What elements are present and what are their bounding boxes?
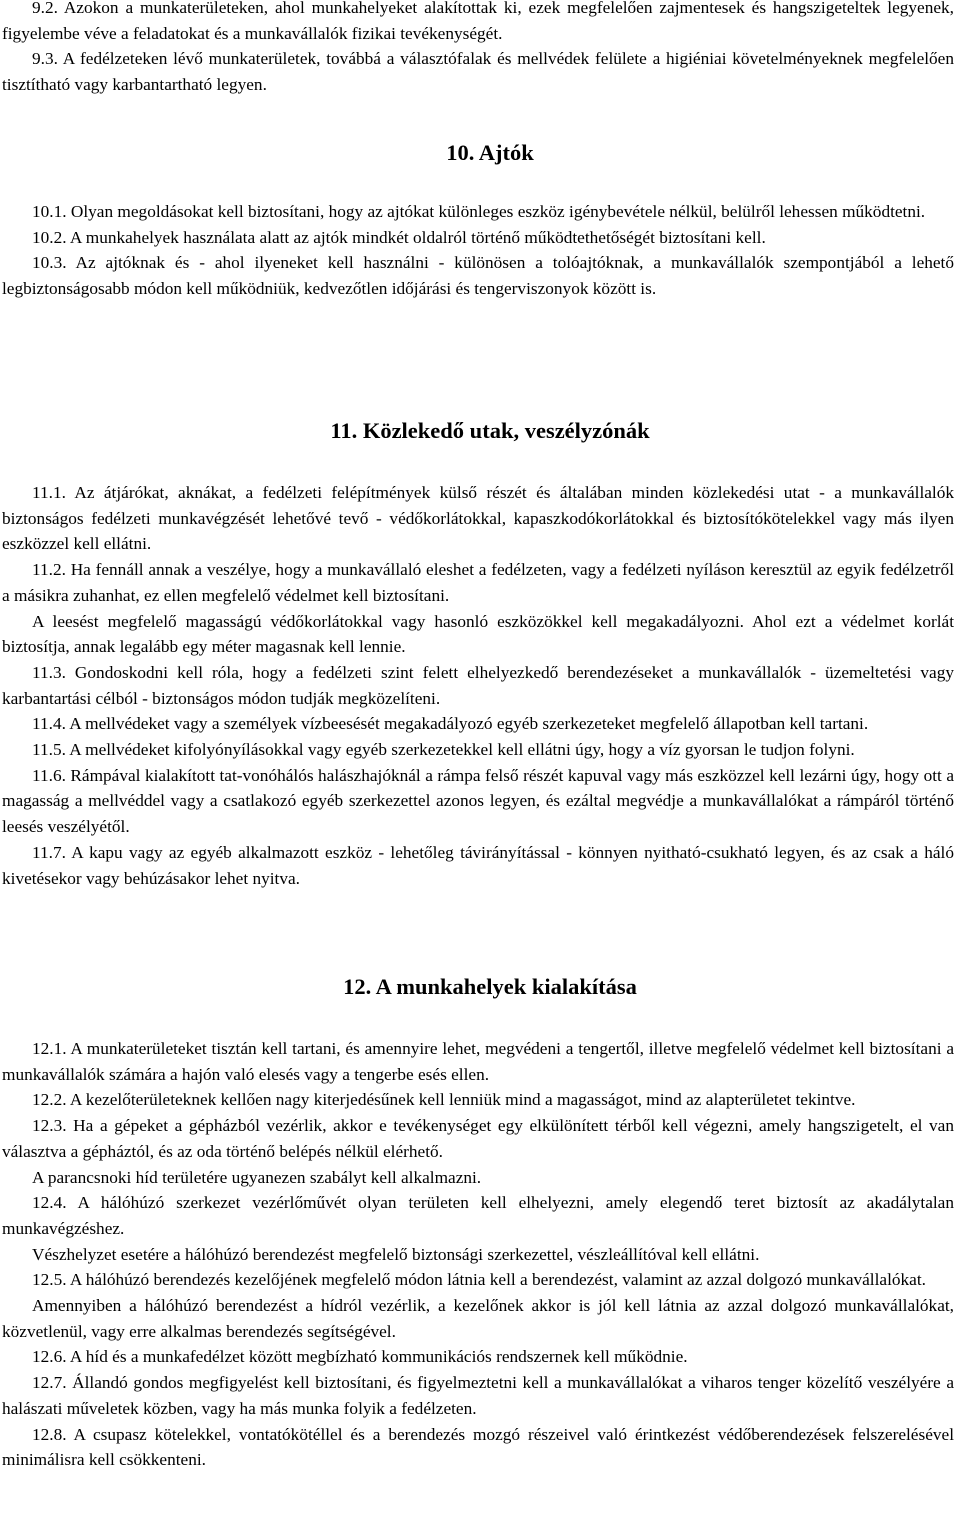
paragraph-11-2: 11.2. Ha fennáll annak a veszélye, hogy a munkavállaló eleshet a fedélzeten, vagy a fedélzeti nyíláson keresztül az egyik fedélzetről a másikra zuhanhat, ez ellen megfelelő védelmet kell biztosítani. bbox=[2, 560, 954, 605]
paragraph-12-5: 12.5. A hálóhúzó berendezés kezelőjének megfelelő módon látnia kell a berendezést, valamint az azzal dolgozó munkavállalókat. bbox=[32, 1270, 926, 1290]
paragraph-10-2: 10.2. A munkahelyek használata alatt az ajtók mindkét oldalról történő működtethetőségét biztosítani kell. bbox=[32, 227, 766, 247]
paragraph-11-1: 11.1. Az átjárókat, aknákat, a fedélzeti felépítmények külső részét és általában minden közlekedési utat - a munkavállalók biztonságos fedélzeti munkavégzését lehetővé tevő - védőkorlátokkal, kapaszkodókorlátokkal és biztosítókötelekkel vagy más ilyen eszközzel kell ellátni. bbox=[2, 483, 954, 554]
paragraph-9-3: 9.3. A fedélzeteken lévő munkaterületek, továbbá a választófalak és mellvédek felülete a higiéniai követelményeknek megfelelően tisztítható vagy karbantartható legyen. bbox=[2, 49, 954, 95]
paragraph-10-3: 10.3. Az ajtóknak és - ahol ilyeneket kell használni - különösen a tolóajtóknak, a munkavállalók szempontjából a lehető legbiztonságosabb módon kell működniük, kedvezőtlen időjárási és tengerviszonyok között is. bbox=[2, 253, 954, 299]
section-10-body bbox=[2, 199, 954, 302]
paragraph-12-5b: Amennyiben a hálóhúzó berendezést a hídról vezérlik, a kezelőnek akkor is jól kell látnia az azzal dolgozó munkavállalókat, közvetlenül, vagy erre alkalmas berendezés segítségével. bbox=[2, 1296, 954, 1341]
heading-section-10: 10. Ajtók bbox=[446, 140, 534, 165]
section-9-continued bbox=[2, 0, 954, 98]
paragraph-12-2: 12.2. A kezelőterületeknek kellően nagy kiterjedésűnek kell lenniük mind a magasságot, mind az alapterületet tekintve. bbox=[32, 1090, 856, 1110]
paragraph-12-6: 12.6. A híd és a munkafedélzet között megbízható kommunikációs rendszernek kell működnie. bbox=[32, 1347, 688, 1367]
paragraph-11-7: 11.7. A kapu vagy az egyéb alkalmazott eszköz - lehetőleg távirányítással - könnyen nyitható-csukható legyen, és az csak a háló kivetésekor vagy behúzásakor lehet nyitva. bbox=[2, 842, 954, 888]
paragraph-11-4: 11.4. A mellvédeket vagy a személyek vízbeesését megakadályozó egyéb szerkezeteket megfelelő állapotban kell tartani. bbox=[32, 714, 869, 734]
paragraph-12-4: 12.4. A hálóhúzó szerkezet vezérlőművét olyan területen kell elhelyezni, amely elegendő teret biztosít az akadálytalan munkavégzéshez. bbox=[2, 1193, 954, 1238]
paragraph-12-4b: Vészhelyzet esetére a hálóhúzó berendezést megfelelő biztonsági szerkezettel, vészleállítóval kell ellátni. bbox=[32, 1244, 760, 1264]
paragraph-11-5: 11.5. A mellvédeket kifolyónyílásokkal vagy egyéb szerkezetekkel kell ellátni úgy, hogy a víz gyorsan le tudjon folyni. bbox=[32, 740, 855, 760]
paragraph-10-1: 10.1. Olyan megoldásokat kell biztosítani, hogy az ajtókat különleges eszköz igénybevétele nélkül, belülről lehessen működtetni. bbox=[32, 202, 926, 221]
paragraph-12-3b: A parancsnoki híd területére ugyanezen szabályt kell alkalmazni. bbox=[32, 1167, 482, 1187]
paragraph-12-7: 12.7. Állandó gondos megfigyelést kell biztosítani, és figyelmeztetni kell a munkavállalókat a viharos tenger közelítő veszélyére a halászati műveletek közben, vagy ha más munka folyik a fedélzeten. bbox=[2, 1373, 954, 1418]
section-12-body bbox=[2, 1036, 954, 1473]
heading-section-11: 11. Közlekedő utak, veszélyzónák bbox=[330, 418, 650, 443]
paragraph-11-2b: A leesést megfelelő magasságú védőkorlátokkal vagy hasonló eszközökkel kell megakadályozni. Ahol ezt a védelmet korlát biztosítja, annak legalább egy méter magasnak kell lennie. bbox=[2, 611, 954, 657]
paragraph-11-6: 11.6. Rámpával kialakított tat-vonóhálós halászhajóknál a rámpa felső részét kapuval vagy más eszközzel kell lezárni úgy, hogy ott a magasság a mellvéddel vagy a csatlakozó egyéb szerkezettel azonos legyen, és ezáltal megvédje a munkavállalókat a rámpáról történő leesés veszélyétől. bbox=[2, 765, 954, 837]
paragraph-9-2: 9.2. Azokon a munkaterületeken, ahol munkahelyeket alakítottak ki, ezek megfelelően zajmentesek és hangszigeteltek legyenek, figyelembe véve a feladatokat és a munkavállalók fizikai tevékenységét. bbox=[2, 0, 954, 43]
section-11-body bbox=[2, 480, 954, 891]
paragraph-12-8: 12.8. A csupasz kötelekkel, vontatókötéllel és a berendezés mozgó részeivel való érintkezést védőberendezések felszerelésével minimálisra kell csökkenteni. bbox=[2, 1424, 954, 1470]
paragraph-11-3: 11.3. Gondoskodni kell róla, hogy a fedélzeti szint felett elhelyezkedő berendezéseket a munkavállalók - üzemeltetési vagy karbantartási célból - biztonságos módon tudják megközelíteni. bbox=[2, 662, 954, 708]
paragraph-12-3: 12.3. Ha a gépeket a gépházból vezérlik, akkor e tevékenységet egy elkülönített térből kell végezni, amely hangszigetelt, el van választva a gépháztól, és az oda történő belépés nélkül elérhető. bbox=[2, 1116, 954, 1161]
paragraph-12-1: 12.1. A munkaterületeket tisztán kell tartani, és amennyire lehet, megvédeni a tengertől, illetve megfelelő védelmet kell biztosítani a munkavállalók számára a hajón való elesés vagy a tengerbe esés ellen. bbox=[2, 1039, 954, 1084]
heading-section-12: 12. A munkahelyek kialakítása bbox=[343, 974, 637, 999]
